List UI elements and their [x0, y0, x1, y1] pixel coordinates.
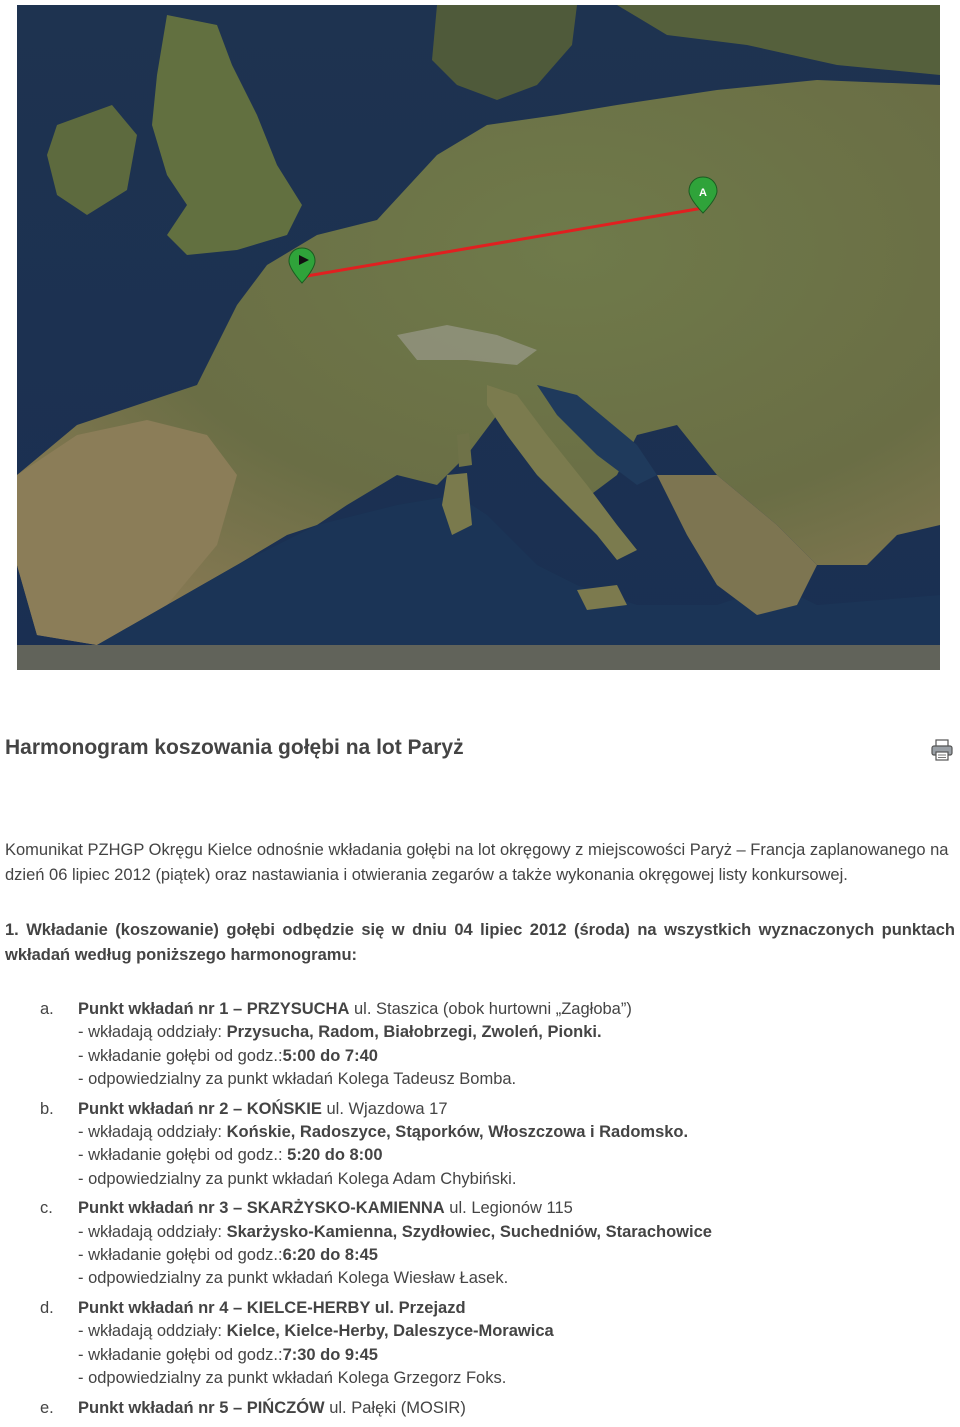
point-responsible: - odpowiedzialny za punkt wkładań Kolega Tadeusz Bomba. [78, 1069, 517, 1088]
page-title: Harmonogram koszowania gołębi na lot Paryż [5, 736, 464, 759]
step-1-paragraph [5, 918, 955, 968]
point-time: 6:20 do 8:45 [282, 1245, 378, 1264]
point-title-line [78, 998, 955, 1021]
point-units-line [78, 1320, 955, 1343]
units-prefix: - wkładają oddziały: [78, 1122, 227, 1141]
point-time-line [78, 1344, 955, 1367]
point-units: Przysucha, Radom, Białobrzegi, Zwoleń, Pionki. [226, 1023, 602, 1042]
point-time: 5:00 do 7:40 [282, 1046, 378, 1065]
list-item [5, 1197, 955, 1290]
time-prefix: - wkładanie gołębi od godz.: [78, 1146, 288, 1165]
point-title-line [78, 1197, 955, 1220]
end-marker-label: A [699, 187, 707, 199]
point-units-line [78, 1021, 955, 1044]
point-title-line [78, 1297, 955, 1320]
point-time-line [78, 1244, 955, 1267]
list-item-letter: c. [40, 1199, 53, 1218]
point-address: ul. Legionów 115 [444, 1199, 573, 1218]
point-title: Punkt wkładań nr 2 – KOŃSKIE [78, 1099, 322, 1118]
time-prefix: - wkładanie gołębi od godz.: [78, 1345, 283, 1364]
list-item [5, 998, 955, 1091]
point-title: Punkt wkładań nr 1 – PRZYSUCHA [78, 1000, 350, 1018]
point-title-line [78, 1098, 955, 1121]
point-title-line [78, 1397, 955, 1420]
units-prefix: - wkładają oddziały: [78, 1023, 227, 1042]
intro-paragraph: Komunikat PZHGP Okręgu Kielce odnośnie wkładania gołębi na lot okręgowy z miejscowości Paryż – Francja zaplanowanego na dzień 06 lipiec 2012 (piątek) oraz nastawiania i otwierania zegarów a także wykonania okręgowej listy konkursowej. [5, 841, 949, 884]
europe-satellite-map [17, 5, 940, 670]
units-prefix: - wkładają oddziały: [78, 1322, 227, 1341]
point-time-line [78, 1045, 955, 1068]
list-item [5, 1297, 955, 1390]
step-1-number: 1. [5, 921, 19, 939]
point-units: Końskie, Radoszyce, Stąporków, Włoszczowa i Radomsko. [226, 1122, 689, 1141]
step-1-text: Wkładanie (koszowanie) gołębi odbędzie się w dniu 04 lipiec 2012 (środa) na wszystkich wyznaczonych punktach wkładań według poniższego harmonogramu: [5, 921, 955, 964]
point-address: ul. Pałęki (MOSIR) [324, 1398, 466, 1417]
list-item [5, 1397, 955, 1420]
list-item-letter: e. [40, 1398, 54, 1417]
point-address: ul. Staszica (obok hurtowni „Zagłoba”) [349, 1000, 632, 1018]
africa-land [17, 645, 940, 670]
point-time-line [78, 1144, 955, 1167]
list-item [5, 1098, 955, 1191]
point-units-line [78, 1121, 955, 1144]
points-list [5, 998, 955, 1427]
point-units: Skarżysko-Kamienna, Szydłowiec, Suchedniów, Starachowice [226, 1222, 712, 1241]
point-title: Punkt wkładań nr 5 – PIŃCZÓW [78, 1398, 325, 1417]
point-units: Kielce, Kielce-Herby, Daleszyce-Morawica [226, 1322, 554, 1341]
point-responsible: - odpowiedzialny za punkt wkładań Kolega Wiesław Łasek. [78, 1269, 509, 1288]
point-time: 5:20 do 8:00 [287, 1146, 383, 1165]
printer-icon[interactable] [930, 738, 954, 762]
time-prefix: - wkładanie gołębi od godz.: [78, 1046, 283, 1065]
units-prefix: - wkładają oddziały: [78, 1222, 227, 1241]
point-title: Punkt wkładań nr 4 – KIELCE-HERBY ul. Przejazd [78, 1299, 466, 1318]
point-time: 7:30 do 9:45 [282, 1345, 378, 1364]
time-prefix: - wkładanie gołębi od godz.: [78, 1245, 283, 1264]
list-item-letter: d. [40, 1299, 54, 1318]
route-map [17, 5, 940, 670]
point-address: ul. Wjazdowa 17 [321, 1099, 448, 1118]
point-responsible: - odpowiedzialny za punkt wkładań Kolega Adam Chybiński. [78, 1169, 517, 1188]
list-item-letter: b. [40, 1099, 54, 1118]
list-item-letter: a. [40, 1000, 54, 1018]
point-units-line [78, 1221, 955, 1244]
point-title: Punkt wkładań nr 3 – SKARŻYSKO-KAMIENNA [78, 1199, 445, 1218]
point-responsible: - odpowiedzialny za punkt wkładań Kolega Grzegorz Foks. [78, 1368, 507, 1387]
